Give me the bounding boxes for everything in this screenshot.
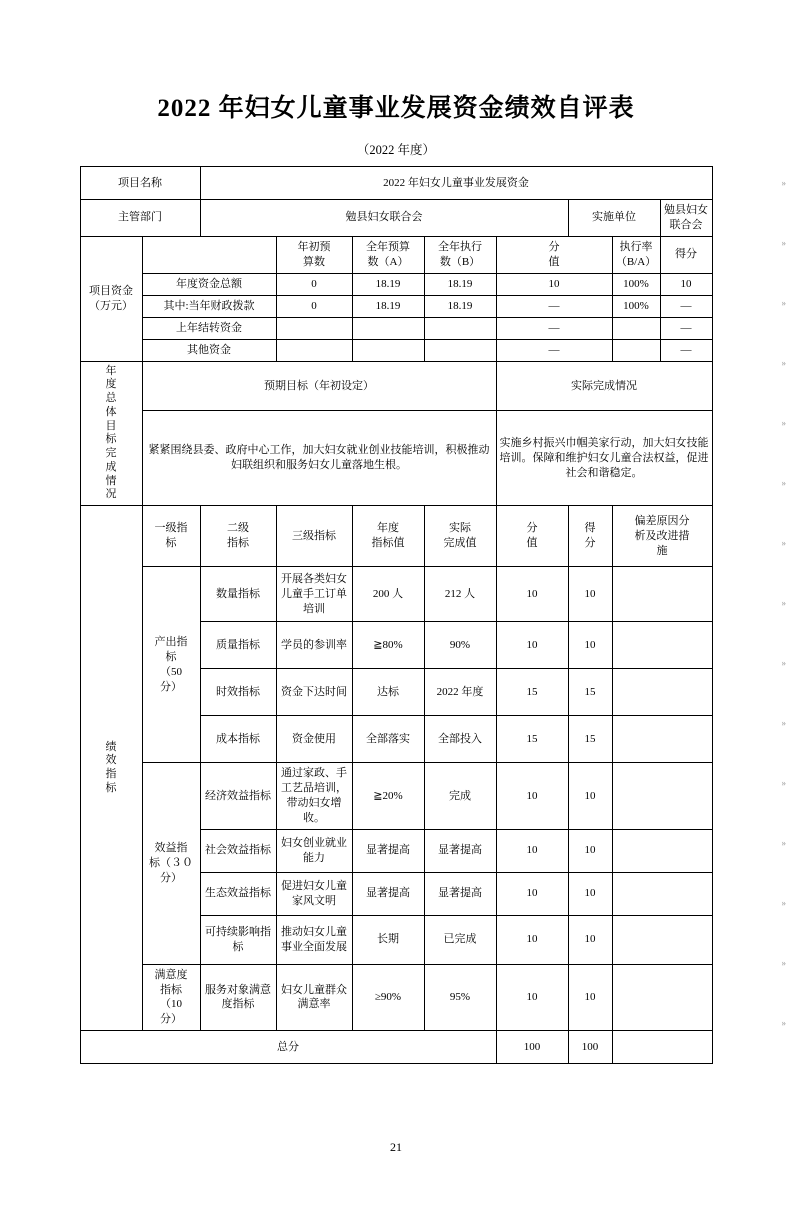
funds-col-score: 得分 — [660, 236, 712, 273]
indicators-scorevalue-2-0: 10 — [496, 964, 568, 1030]
indicators-score-0-2: 15 — [568, 669, 612, 716]
funds-score-0: 10 — [660, 273, 712, 295]
indicators-col-level3: 三级指标 — [276, 506, 352, 567]
indicators-target-0-2: 达标 — [352, 669, 424, 716]
page-number: 21 — [390, 1140, 402, 1154]
indicators-score-0-3: 15 — [568, 716, 612, 763]
indicators-level3-1-0: 通过家政、手工艺品培训，带动妇女增收。 — [276, 763, 352, 829]
indicators-level3-1-2: 促进妇女儿童家风文明 — [276, 872, 352, 915]
indicators-group-level1-0: 产出指 标 （50 分） — [142, 567, 200, 763]
table-row — [80, 167, 712, 200]
indicators-actual-0-2: 2022 年度 — [424, 669, 496, 716]
funds-row-label: 项目资金 （万元） — [80, 236, 142, 361]
indicators-col-score: 得 分 — [568, 506, 612, 567]
total-label: 总分 — [80, 1031, 496, 1064]
indicators-actual-1-3: 已完成 — [424, 915, 496, 964]
indicators-score-1-3: 10 — [568, 915, 612, 964]
funds-row-label-1: 其中:当年财政拨款 — [142, 295, 276, 317]
funds-row-label-0: 年度资金总额 — [142, 273, 276, 295]
funds-row-label-3: 其他资金 — [142, 339, 276, 361]
indicators-level2-1-1: 社会效益指标 — [200, 829, 276, 872]
annual-goal-row-label: 年度总体目标完成情况 — [80, 361, 142, 506]
indicators-group-level1-1: 效益指 标（３０ 分） — [142, 763, 200, 964]
funds-year-2 — [352, 317, 424, 339]
indicators-level3-1-3: 推动妇女儿童事业全面发展 — [276, 915, 352, 964]
funds-executed-1: 18.19 — [424, 295, 496, 317]
table-row — [80, 411, 712, 506]
indicators-scorevalue-0-1: 10 — [496, 622, 568, 669]
total-scorevalue: 100 — [496, 1031, 568, 1064]
indicators-level2-0-1: 质量指标 — [200, 622, 276, 669]
indicators-deviation-1-1 — [612, 829, 712, 872]
indicators-scorevalue-0-0: 10 — [496, 567, 568, 622]
funds-scorevalue-1: — — [496, 295, 612, 317]
annual-goal-expected-header: 预期目标（年初设定） — [142, 361, 496, 411]
funds-score-3: — — [660, 339, 712, 361]
indicators-col-level2: 二级 指标 — [200, 506, 276, 567]
indicators-group-level1-2: 满意度 指标 （10 分） — [142, 964, 200, 1030]
indicators-score-2-0: 10 — [568, 964, 612, 1030]
indicators-level2-0-0: 数量指标 — [200, 567, 276, 622]
funds-score-2: — — [660, 317, 712, 339]
annual-goal-expected-text: 紧紧围绕县委、政府中心工作，加大妇女就业创业技能培训，积极推动妇联组织和服务妇女儿童落地生根。 — [142, 411, 496, 506]
indicators-scorevalue-1-3: 10 — [496, 915, 568, 964]
dept-value: 勉县妇女联合会 — [200, 200, 568, 237]
indicators-deviation-1-3 — [612, 915, 712, 964]
indicators-scorevalue-1-0: 10 — [496, 763, 568, 829]
funds-score-1: — — [660, 295, 712, 317]
funds-scorevalue-3: — — [496, 339, 612, 361]
indicators-actual-0-0: 212 人 — [424, 567, 496, 622]
table-row — [80, 361, 712, 411]
table-row — [80, 964, 712, 1030]
funds-initial-3 — [276, 339, 352, 361]
indicators-actual-0-3: 全部投入 — [424, 716, 496, 763]
total-deviation — [612, 1031, 712, 1064]
annual-goal-actual-text: 实施乡村振兴巾帼美家行动，加大妇女技能培训。保障和维护妇女儿童合法权益，促进社会和谐稳定。 — [496, 411, 712, 506]
scan-edge-marks: » » » » » » » » » » » » » » » — [781, 178, 786, 1028]
total-score: 100 — [568, 1031, 612, 1064]
funds-executed-3 — [424, 339, 496, 361]
indicators-col-level1: 一级指 标 — [142, 506, 200, 567]
funds-row-label-2: 上年结转资金 — [142, 317, 276, 339]
indicators-target-1-1: 显著提高 — [352, 829, 424, 872]
indicators-actual-1-0: 完成 — [424, 763, 496, 829]
indicators-deviation-1-2 — [612, 872, 712, 915]
indicators-level3-0-3: 资金使用 — [276, 716, 352, 763]
indicators-target-1-0: ≧20% — [352, 763, 424, 829]
project-name-value: 2022 年妇女儿童事业发展资金 — [200, 167, 712, 200]
funds-col-initial: 年初预 算数 — [276, 236, 352, 273]
indicators-scorevalue-0-3: 15 — [496, 716, 568, 763]
funds-col-rate: 执行率 （B/A） — [612, 236, 660, 273]
funds-executed-2 — [424, 317, 496, 339]
funds-year-0: 18.19 — [352, 273, 424, 295]
indicators-actual-1-1: 显著提高 — [424, 829, 496, 872]
indicators-deviation-2-0 — [612, 964, 712, 1030]
indicators-score-1-1: 10 — [568, 829, 612, 872]
indicators-level3-2-0: 妇女儿童群众满意率 — [276, 964, 352, 1030]
indicators-target-1-2: 显著提高 — [352, 872, 424, 915]
table-row — [80, 567, 712, 622]
funds-col-executed: 全年执行 数（B） — [424, 236, 496, 273]
indicators-scorevalue-1-1: 10 — [496, 829, 568, 872]
indicators-target-1-3: 长期 — [352, 915, 424, 964]
funds-year-3 — [352, 339, 424, 361]
funds-col-year: 全年预算 数（A） — [352, 236, 424, 273]
page-title: 2022 年妇女儿童事业发展资金绩效自评表 — [157, 95, 635, 122]
funds-col-blank — [142, 236, 276, 273]
indicators-level2-2-0: 服务对象满意度指标 — [200, 964, 276, 1030]
table-row — [80, 506, 712, 567]
indicators-deviation-0-2 — [612, 669, 712, 716]
indicators-actual-1-2: 显著提高 — [424, 872, 496, 915]
funds-year-1: 18.19 — [352, 295, 424, 317]
table-row — [80, 339, 712, 361]
funds-initial-1: 0 — [276, 295, 352, 317]
funds-col-scorevalue: 分 值 — [496, 236, 612, 273]
indicators-col-actual: 实际 完成值 — [424, 506, 496, 567]
indicators-level2-1-2: 生态效益指标 — [200, 872, 276, 915]
funds-scorevalue-0: 10 — [496, 273, 612, 295]
indicators-deviation-0-0 — [612, 567, 712, 622]
unit-value: 勉县妇女联合会 — [660, 200, 712, 237]
funds-initial-2 — [276, 317, 352, 339]
project-name-label: 项目名称 — [80, 167, 200, 200]
document-page — [0, 88, 792, 1209]
annual-goal-actual-header: 实际完成情况 — [496, 361, 712, 411]
indicators-level2-1-0: 经济效益指标 — [200, 763, 276, 829]
indicators-target-0-3: 全部落实 — [352, 716, 424, 763]
indicators-level2-0-2: 时效指标 — [200, 669, 276, 716]
indicators-level3-0-0: 开展各类妇女儿童手工订单培训 — [276, 567, 352, 622]
indicators-level2-1-3: 可持续影响指标 — [200, 915, 276, 964]
indicators-target-0-1: ≧80% — [352, 622, 424, 669]
table-row — [80, 200, 712, 237]
table-row — [80, 236, 712, 273]
table-row — [80, 317, 712, 339]
indicators-actual-0-1: 90% — [424, 622, 496, 669]
indicators-level2-0-3: 成本指标 — [200, 716, 276, 763]
indicators-deviation-0-3 — [612, 716, 712, 763]
indicators-row-label: 绩效指标 — [80, 506, 142, 1031]
funds-rate-2 — [612, 317, 660, 339]
indicators-scorevalue-0-2: 15 — [496, 669, 568, 716]
indicators-score-0-0: 10 — [568, 567, 612, 622]
funds-rate-0: 100% — [612, 273, 660, 295]
indicators-deviation-1-0 — [612, 763, 712, 829]
page-subtitle: （2022 年度） — [356, 143, 436, 157]
performance-self-evaluation-table — [80, 166, 713, 1064]
funds-executed-0: 18.19 — [424, 273, 496, 295]
indicators-col-target: 年度 指标值 — [352, 506, 424, 567]
table-row — [80, 1031, 712, 1064]
indicators-level3-0-2: 资金下达时间 — [276, 669, 352, 716]
table-row — [80, 273, 712, 295]
indicators-actual-2-0: 95% — [424, 964, 496, 1030]
indicators-score-1-2: 10 — [568, 872, 612, 915]
funds-rate-1: 100% — [612, 295, 660, 317]
indicators-score-0-1: 10 — [568, 622, 612, 669]
unit-label: 实施单位 — [568, 200, 660, 237]
indicators-col-scorevalue: 分 值 — [496, 506, 568, 567]
funds-scorevalue-2: — — [496, 317, 612, 339]
indicators-level3-1-1: 妇女创业就业能力 — [276, 829, 352, 872]
dept-label: 主管部门 — [80, 200, 200, 237]
indicators-target-2-0: ≥90% — [352, 964, 424, 1030]
funds-rate-3 — [612, 339, 660, 361]
table-row — [80, 295, 712, 317]
table-row — [80, 763, 712, 829]
indicators-level3-0-1: 学员的参训率 — [276, 622, 352, 669]
indicators-col-deviation: 偏差原因分 析及改进措 施 — [612, 506, 712, 567]
indicators-score-1-0: 10 — [568, 763, 612, 829]
funds-initial-0: 0 — [276, 273, 352, 295]
indicators-target-0-0: 200 人 — [352, 567, 424, 622]
indicators-scorevalue-1-2: 10 — [496, 872, 568, 915]
indicators-deviation-0-1 — [612, 622, 712, 669]
